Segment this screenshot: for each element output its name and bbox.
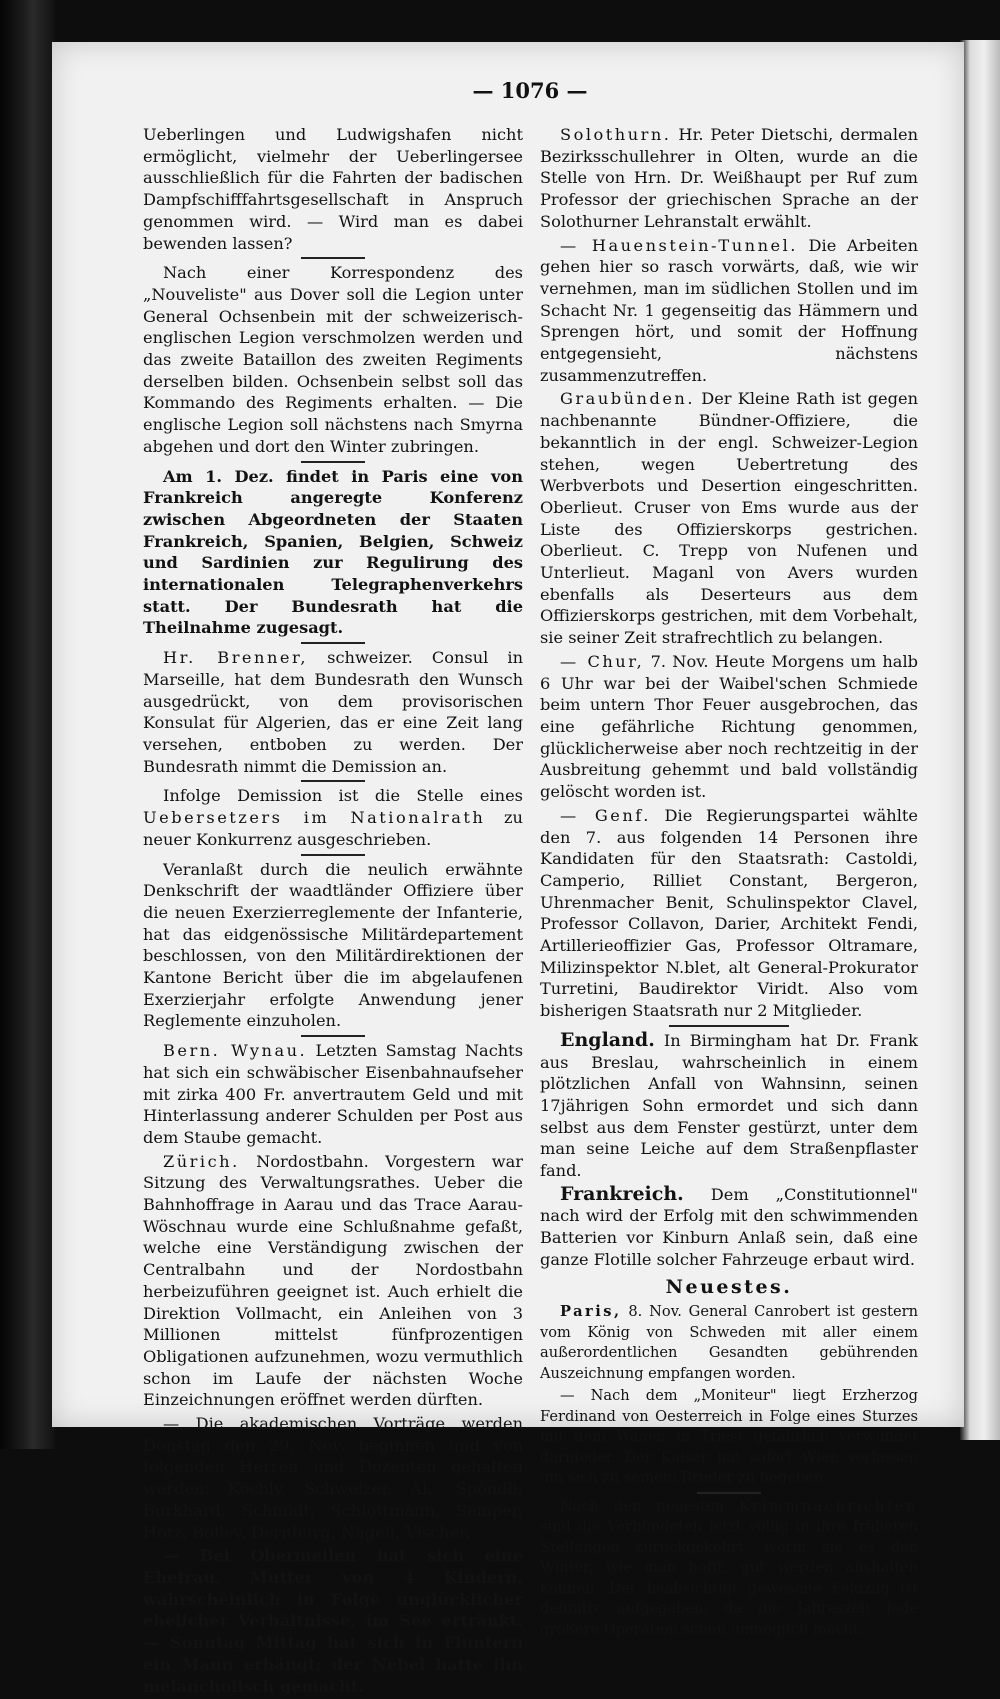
section-heading-neuestes: Neuestes.	[665, 1275, 793, 1298]
next-page-edge	[960, 40, 1000, 1440]
article-paragraph: — Die akademischen Vorträge werden Donstag den 29. Nov. beginnen und von folgenden Herren und Dozenten gehalten werden: Köchly, Schweizer, Al., Spöndli, Burkhard, Schmidt, Schlottmann, Semper, Hotz, Bolley, Dernburg, Nägeli, Vischer.	[143, 1414, 523, 1542]
article-paragraph: Nach den neuesten Krimmnachrichten sind die Verbündeten jetzt völlig in ihre früheren Stellungen zurückgekehrt, worin sie es den Winter, wie man hofft, gut werden aushalten können. Der beabsichtigt gewesene Feldzug ist definitiv aufgegeben, da die Jahreszeit jede größere Operation schon unmöglich macht.	[540, 1497, 918, 1638]
article-paragraph: Paris, 8. Nov. General Canrobert ist gestern vom König von Schweden mit aller einem außerordentlichen Gesandten gebührenden Auszeichnung empfangen worden.	[540, 1303, 918, 1382]
page-number: — 1076 —	[472, 78, 588, 103]
article-paragraph: England. In Birmingham hat Dr. Frank aus Breslau, wahrscheinlich in einem plötzlichen Anfall von Wahnsinn, seinen 17jährigen Sohn ermordet und sich dann selbst aus dem Fenster gestürzt, unter dem man seine Leiche auf dem Straßenpflaster fand.	[540, 1028, 918, 1181]
article-paragraph: Zürich. Nordostbahn. Vorgestern war Sitzung des Verwaltungsrathes. Ueber die Bahnhoffrage in Aarau und das Trace Aarau-Wöschnau wurde eine Schlußnahme gefaßt, welche eine Verständigung zwischen der Centralbahn und der Nordostbahn herbeizuführen geeignet ist. Auch erhielt die Direktion Vollmacht, ein Anleihen von 3 Millionen mittelst fünfprozentigen Obligationen aufzunehmen, wozu vermuthlich schon im Laufe der nächsten Woche Einzeichnungen eröffnet werden dürften.	[143, 1151, 523, 1410]
separator-rule	[301, 1035, 365, 1037]
article-paragraph: Am 1. Dez. findet in Paris eine von Frankreich angeregte Konferenz zwischen Abgeordneten der Staaten Frankreich, Spanien, Belgien, Schweiz und Sardinien zur Regulirung des internationalen Telegraphenverkehrs statt. Der Bundesrath hat die Theilnahme zugesagt.	[143, 466, 523, 638]
article-paragraph: Veranlaßt durch die neulich erwähnte Denkschrift der waadtländer Offiziere über die neuen Exerzierreglemente der Infanterie, hat das eidgenössische Militärdepartement beschlossen, von den Militärdirektionen der Kantone Bericht über die im abgelaufenen Exerzierjahr erfolgte Anwendung jener Reglemente einzuholen.	[143, 859, 523, 1031]
article-paragraph: Graubünden. Der Kleine Rath ist gegen nachbenannte Bündner-Offiziere, die bekanntlich in der engl. Schweizer-Legion stehen, wegen Uebertretung des Werbverbots und Desertion eingeschritten. Oberlieut. Cruser von Ems wurde aus der Liste des Offizierskorps gestrichen. Oberlieut. C. Trepp von Nufenen und Unterlieut. Maganl von Avers wurden ebenfalls als Deserteurs aus dem Offizierskorps gestrichen, mit dem Vorbehalt, sie seiner Zeit strafrechtlich zu belangen.	[540, 389, 918, 648]
article-lead: Paris,	[560, 1303, 622, 1321]
article-lead: Zürich.	[163, 1151, 240, 1171]
article-paragraph: Ueberlingen und Ludwigshafen nicht ermöglicht, vielmehr der Ueberlingersee ausschließlich für die Fahrten der badischen Dampfschifffahrtsgesellschaft in Anspruch genommen wird. — Wird man es dabei bewenden lassen?	[143, 125, 523, 253]
book-binding-edge	[0, 0, 55, 1449]
article-paragraph: — Bei Obermeilen hat sich eine Ehefrau, Mutter von 4 Kindern, wahrscheinlich in Folge unglücklicher ehelicher Verhältnisse, im See ertränkt. — Sonntag Mittag hat sich in Fluntern ein Mann erhängt; der Nebel hatte ihn melancholisch gemacht.	[143, 1546, 523, 1696]
separator-rule	[697, 1492, 761, 1494]
article-lead: — Chur,	[560, 651, 645, 671]
separator-rule	[301, 854, 365, 856]
left-column	[143, 124, 523, 1699]
article-paragraph: — Nach dem „Moniteur" liegt Erzherzog Ferdinand von Oesterreich in Folge eines Sturzes mit dem Wagen in Triest gefährlich verwundet darnieder. Der Kaiser hat sofort Wien verlassen um sich zu seinem Bruder zu begeben.	[540, 1387, 918, 1487]
article-lead: Graubünden.	[560, 389, 695, 409]
section-heading-frankreich: Frankreich.	[560, 1182, 684, 1205]
separator-rule	[669, 1025, 789, 1027]
article-lead: Hr. Brenner,	[163, 648, 309, 668]
article-lead: Solothurn.	[560, 125, 672, 144]
article-paragraph: — Hauenstein-Tunnel. Die Arbeiten gehen hier so rasch vorwärts, daß, wie wir vernehmen, man im südlichen Stollen und im Schacht Nr. 1 gegenseitig das Hämmern und Sprengen hört, und somit der Hoffnung entgegensieht, nächstens zusammenzutreffen.	[540, 235, 918, 385]
article-paragraph: Frankreich. Dem „Constitutionnel" nach wird der Erfolg mit den schwimmenden Batterien vor Kinburn Anlaß sein, daß eine ganze Flotille solcher Fahrzeuge erbaut wird.	[540, 1182, 918, 1269]
separator-rule	[301, 461, 365, 463]
article-paragraph: Solothurn. Hr. Peter Dietschi, dermalen Bezirksschullehrer in Olten, wurde an die Stelle von Hrn. Dr. Weißhaupt per Ruf zum Professor der griechischen Sprache an der Solothurner Lehranstalt erwählt.	[540, 125, 918, 231]
article-lead: Bern. Wynau.	[163, 1041, 308, 1061]
article-paragraph: — Genf. Die Regierungspartei wählte den 7. aus folgenden 14 Personen ihre Kandidaten für den Staatsrath: Castoldi, Camperio, Rilliet Constant, Bergeron, Uhrenmacher Benit, Schulinspektor Clavel, Professor Collavon, Darier, Architekt Fendi, Artillerieoffizier Gas, Professor Oltramare, Milizinspektor N.blet, alt General-Prokurator Turretini, Baudirektor Viridt. Also vom bisherigen Staatsrath nur 2 Mitglieder.	[540, 805, 918, 1021]
article-paragraph: Hr. Brenner, schweizer. Consul in Marseille, hat dem Bundesrath den Wunsch ausgedrückt, von dem provisorischen Konsulat für Algerien, das er eine Zeit lang versehen, entboben zu werden. Der Bundesrath nimmt die Demission an.	[143, 648, 523, 776]
section-heading-england: England.	[560, 1028, 655, 1051]
article-lead: — Genf.	[560, 805, 651, 825]
separator-rule	[301, 780, 365, 782]
right-column	[540, 124, 918, 1642]
article-paragraph: Nach einer Korrespondenz des „Nouveliste" aus Dover soll die Legion unter General Ochsenbein mit der schweizerisch-englischen Legion verschmolzen werden und das zweite Bataillon des zweiten Regiments derselben bilden. Ochsenbein selbst soll das Kommando des Regiments erhalten. — Die englische Legion soll nächstens nach Smyrna abgehen und dort den Winter zubringen.	[143, 263, 523, 456]
article-paragraph: Bern. Wynau. Letzten Samstag Nachts hat sich ein schwäbischer Eisenbahnaufseher mit zirka 400 Fr. anvertrautem Geld und mit Hinterlassung anderer Schulden per Post aus dem Staube gemacht.	[143, 1041, 523, 1147]
article-paragraph: — Chur, 7. Nov. Heute Morgens um halb 6 Uhr war bei der Waibel'schen Schmiede beim untern Thor Feuer ausgebrochen, das eine gefährliche Richtung genommen, glücklicherweise aber noch rechtzeitig in der Ausbreitung gehemmt und bald vollständig gelöscht worden ist.	[540, 651, 918, 802]
separator-rule	[301, 257, 365, 259]
separator-rule	[301, 642, 365, 644]
article-paragraph: Infolge Demission ist die Stelle eines Uebersetzers im Nationalrath zu neuer Konkurrenz ausgeschrieben.	[143, 786, 523, 849]
article-lead: — Hauenstein-Tunnel.	[560, 235, 798, 255]
